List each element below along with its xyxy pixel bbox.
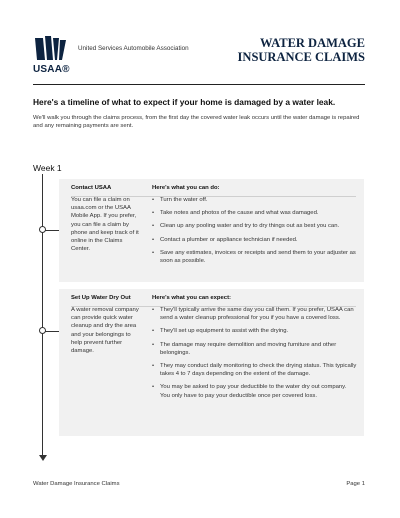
card-left-text: You can file a claim on usaa.com or the USAA Mobile App. If you prefer, you can file a claim by phone and keep track of it online in the Claims Center. [71,197,139,253]
logo-text: USAA® [33,64,70,75]
timeline-line [42,174,43,456]
card-list [152,196,357,265]
page-number: Page 1 [346,481,365,487]
step-card-dry-out [59,289,364,436]
usaa-eagle-logo-icon [33,34,67,66]
intro-paragraph: We'll walk you through the claims process, from the first day the covered water leak occurs until the water damage is repaired and any remaining payments are sent. [33,115,360,130]
step-card-contact [59,179,364,282]
list-item: • Turn the water off. [152,196,357,204]
timeline-node [39,226,46,233]
card-left-text: A water removal company can provide quick water cleanup and dry the area and your belongings to help prevent further damage. [71,307,139,355]
timeline-node [39,327,46,334]
title-line-2: INSURANCE CLAIMS [237,50,365,64]
card-left-heading: Set Up Water Dry Out [71,295,131,301]
list-item: • They'll typically arrive the same day you call them. If you prefer, USAA can send a water cleanup professional for you if you have a covered loss. [152,306,357,322]
list-item: • Clean up any pooling water and try to dry things out as best you can. [152,222,357,230]
footer-title: Water Damage Insurance Claims [33,481,120,487]
document-title [238,36,365,64]
timeline-arrow-icon [39,455,47,461]
association-name: United Services Automobile Association [78,45,189,52]
headline: Here's a timeline of what to expect if your home is damaged by a water leak. [33,97,336,107]
title-line-1: WATER DAMAGE [260,36,365,50]
list-item: • You may be asked to pay your deductible to the water dry out company. You only have to pay your deductible once per covered loss. [152,383,357,399]
list-item: • Contact a plumber or appliance technician if needed. [152,236,357,244]
header-divider [33,84,365,85]
card-right-heading: Here's what you can expect: [152,295,231,301]
list-item: • Take notes and photos of the cause and what was damaged. [152,209,357,217]
list-item: • Save any estimates, invoices or receipts and send them to your adjuster as soon as possible. [152,249,357,265]
list-item: • They may conduct daily monitoring to check the drying status. This typically takes 4 to 7 days depending on the extent of the damage. [152,362,357,378]
week-label: Week 1 [33,163,62,173]
card-list [152,306,357,400]
card-left-heading: Contact USAA [71,185,112,191]
list-item: • The damage may require demolition and moving furniture and other belongings. [152,341,357,357]
card-right-heading: Here's what you can do: [152,185,220,191]
list-item: • They'll set up equipment to assist with the drying. [152,327,357,335]
